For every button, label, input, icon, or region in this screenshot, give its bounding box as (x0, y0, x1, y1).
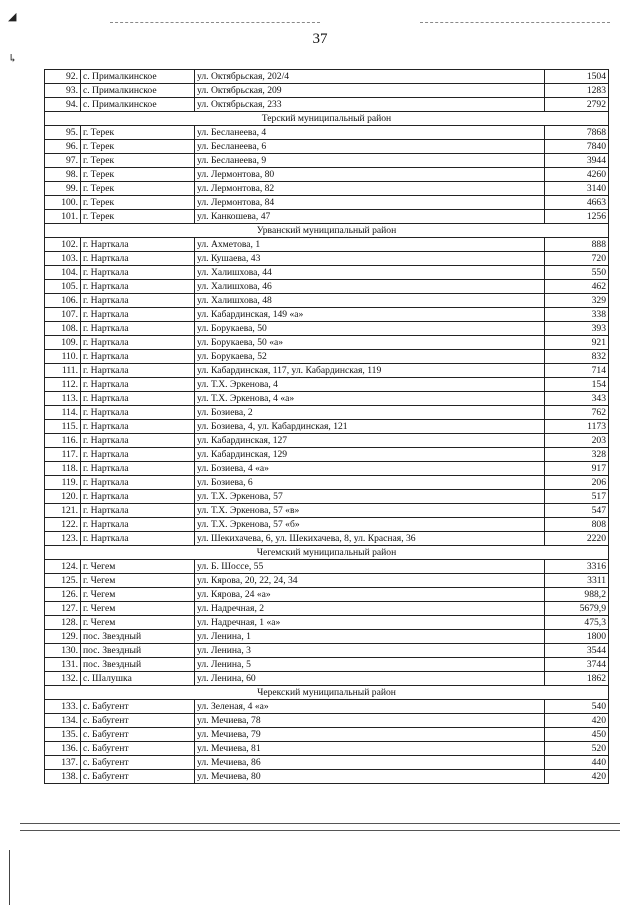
value-cell: 5679,9 (545, 602, 609, 616)
section-header-row (45, 112, 609, 126)
row-number: 121. (45, 504, 81, 518)
table-row (45, 392, 609, 406)
registry-table-body (45, 70, 609, 784)
address-cell: ул. Борукаева, 52 (195, 350, 545, 364)
row-number: 118. (45, 462, 81, 476)
settlement-cell: г. Чегем (81, 588, 195, 602)
row-number: 127. (45, 602, 81, 616)
value-cell: 1173 (545, 420, 609, 434)
settlement-cell: г. Нарткала (81, 448, 195, 462)
value-cell: 3311 (545, 574, 609, 588)
value-cell: 1256 (545, 210, 609, 224)
corner-mark-top: ◢ (8, 11, 17, 23)
address-cell: ул. Кабардинская, 149 «а» (195, 308, 545, 322)
settlement-cell: г. Нарткала (81, 490, 195, 504)
settlement-cell: г. Нарткала (81, 294, 195, 308)
table-row (45, 658, 609, 672)
row-number: 137. (45, 756, 81, 770)
settlement-cell: г. Терек (81, 126, 195, 140)
value-cell: 1504 (545, 70, 609, 84)
row-number: 110. (45, 350, 81, 364)
row-number: 125. (45, 574, 81, 588)
table-row (45, 742, 609, 756)
table-row (45, 574, 609, 588)
address-cell: ул. Октябрьская, 233 (195, 98, 545, 112)
address-cell: ул. Халишхова, 44 (195, 266, 545, 280)
table-row (45, 434, 609, 448)
table-row (45, 336, 609, 350)
address-cell: ул. Лермонтова, 80 (195, 168, 545, 182)
row-number: 103. (45, 252, 81, 266)
table-row (45, 588, 609, 602)
address-cell: ул. Б. Шоссе, 55 (195, 560, 545, 574)
section-title: Терский муниципальный район (45, 112, 609, 126)
address-cell: ул. Надречная, 1 «а» (195, 616, 545, 630)
value-cell: 3744 (545, 658, 609, 672)
settlement-cell: пос. Звездный (81, 658, 195, 672)
table-row (45, 350, 609, 364)
row-number: 102. (45, 238, 81, 252)
settlement-cell: г. Нарткала (81, 378, 195, 392)
address-cell: ул. Ленина, 60 (195, 672, 545, 686)
table-row (45, 476, 609, 490)
value-cell: 517 (545, 490, 609, 504)
value-cell: 2792 (545, 98, 609, 112)
value-cell: 4663 (545, 196, 609, 210)
row-number: 116. (45, 434, 81, 448)
settlement-cell: с. Прималкинское (81, 84, 195, 98)
value-cell: 154 (545, 378, 609, 392)
row-number: 119. (45, 476, 81, 490)
address-cell: ул. Мечиева, 80 (195, 770, 545, 784)
table-row (45, 462, 609, 476)
address-cell: ул. Кярова, 20, 22, 24, 34 (195, 574, 545, 588)
table-row (45, 756, 609, 770)
address-cell: ул. Т.Х. Эркенова, 4 (195, 378, 545, 392)
table-row (45, 322, 609, 336)
address-cell: ул. Канкошева, 47 (195, 210, 545, 224)
table-row (45, 728, 609, 742)
value-cell: 203 (545, 434, 609, 448)
value-cell: 420 (545, 714, 609, 728)
table-row (45, 364, 609, 378)
value-cell: 420 (545, 770, 609, 784)
table-row (45, 294, 609, 308)
value-cell: 328 (545, 448, 609, 462)
address-cell: ул. Т.Х. Эркенова, 4 «а» (195, 392, 545, 406)
row-number: 113. (45, 392, 81, 406)
value-cell: 1283 (545, 84, 609, 98)
table-row (45, 420, 609, 434)
table-row (45, 518, 609, 532)
row-number: 117. (45, 448, 81, 462)
table-row (45, 70, 609, 84)
row-number: 135. (45, 728, 81, 742)
row-number: 130. (45, 644, 81, 658)
row-number: 132. (45, 672, 81, 686)
row-number: 124. (45, 560, 81, 574)
address-cell: ул. Халишхова, 46 (195, 280, 545, 294)
settlement-cell: с. Бабугент (81, 756, 195, 770)
address-cell: ул. Борукаева, 50 (195, 322, 545, 336)
table-row (45, 308, 609, 322)
address-cell: ул. Бозиева, 6 (195, 476, 545, 490)
value-cell: 393 (545, 322, 609, 336)
settlement-cell: г. Нарткала (81, 336, 195, 350)
table-row (45, 378, 609, 392)
table-row (45, 490, 609, 504)
address-cell: ул. Т.Х. Эркенова, 57 (195, 490, 545, 504)
address-cell: ул. Кабардинская, 129 (195, 448, 545, 462)
table-row (45, 644, 609, 658)
row-number: 128. (45, 616, 81, 630)
table-row (45, 504, 609, 518)
table-row (45, 84, 609, 98)
table-row (45, 770, 609, 784)
address-cell: ул. Мечиева, 86 (195, 756, 545, 770)
value-cell: 808 (545, 518, 609, 532)
row-number: 92. (45, 70, 81, 84)
table-row (45, 98, 609, 112)
table-row (45, 252, 609, 266)
row-number: 136. (45, 742, 81, 756)
settlement-cell: г. Нарткала (81, 462, 195, 476)
value-cell: 520 (545, 742, 609, 756)
value-cell: 206 (545, 476, 609, 490)
table-row (45, 714, 609, 728)
section-header-row (45, 224, 609, 238)
address-cell: ул. Мечиева, 79 (195, 728, 545, 742)
address-cell: ул. Кабардинская, 117, ул. Кабардинская, 119 (195, 364, 545, 378)
table-row (45, 238, 609, 252)
settlement-cell: г. Нарткала (81, 406, 195, 420)
address-cell: ул. Кушаева, 43 (195, 252, 545, 266)
settlement-cell: г. Нарткала (81, 238, 195, 252)
value-cell: 917 (545, 462, 609, 476)
settlement-cell: с. Бабугент (81, 728, 195, 742)
address-cell: ул. Ахметова, 1 (195, 238, 545, 252)
address-cell: ул. Зеленая, 4 «а» (195, 700, 545, 714)
value-cell: 832 (545, 350, 609, 364)
settlement-cell: г. Терек (81, 196, 195, 210)
address-cell: ул. Халишхова, 48 (195, 294, 545, 308)
value-cell: 329 (545, 294, 609, 308)
row-number: 97. (45, 154, 81, 168)
settlement-cell: г. Нарткала (81, 434, 195, 448)
section-title: Чегемский муниципальный район (45, 546, 609, 560)
row-number: 131. (45, 658, 81, 672)
table-row (45, 154, 609, 168)
settlement-cell: г. Нарткала (81, 532, 195, 546)
address-cell: ул. Т.Х. Эркенова, 57 «в» (195, 504, 545, 518)
table-row (45, 126, 609, 140)
settlement-cell: г. Терек (81, 182, 195, 196)
value-cell: 550 (545, 266, 609, 280)
table-row (45, 140, 609, 154)
row-number: 108. (45, 322, 81, 336)
settlement-cell: г. Нарткала (81, 280, 195, 294)
address-cell: ул. Бозиева, 4 «а» (195, 462, 545, 476)
settlement-cell: пос. Звездный (81, 644, 195, 658)
address-cell: ул. Лермонтова, 84 (195, 196, 545, 210)
row-number: 99. (45, 182, 81, 196)
settlement-cell: с. Бабугент (81, 742, 195, 756)
value-cell: 714 (545, 364, 609, 378)
table-row (45, 616, 609, 630)
row-number: 107. (45, 308, 81, 322)
value-cell: 2220 (545, 532, 609, 546)
value-cell: 988,2 (545, 588, 609, 602)
address-cell: ул. Октябрьская, 202/4 (195, 70, 545, 84)
address-cell: ул. Борукаева, 50 «а» (195, 336, 545, 350)
address-cell: ул. Шекихачева, 6, ул. Шекихачева, 8, ул. Красная, 36 (195, 532, 545, 546)
address-cell: ул. Кабардинская, 127 (195, 434, 545, 448)
table-row (45, 700, 609, 714)
settlement-cell: г. Нарткала (81, 266, 195, 280)
address-cell: ул. Т.Х. Эркенова, 57 «б» (195, 518, 545, 532)
address-cell: ул. Лермонтова, 82 (195, 182, 545, 196)
settlement-cell: г. Нарткала (81, 504, 195, 518)
value-cell: 921 (545, 336, 609, 350)
row-number: 104. (45, 266, 81, 280)
settlement-cell: г. Нарткала (81, 392, 195, 406)
row-number: 134. (45, 714, 81, 728)
address-cell: ул. Мечиева, 78 (195, 714, 545, 728)
row-number: 96. (45, 140, 81, 154)
row-number: 109. (45, 336, 81, 350)
address-cell: ул. Бесланеева, 4 (195, 126, 545, 140)
row-number: 101. (45, 210, 81, 224)
settlement-cell: с. Бабугент (81, 700, 195, 714)
value-cell: 888 (545, 238, 609, 252)
settlement-cell: с. Бабугент (81, 770, 195, 784)
row-number: 100. (45, 196, 81, 210)
registry-table (44, 69, 609, 784)
address-cell: ул. Бесланеева, 6 (195, 140, 545, 154)
settlement-cell: с. Прималкинское (81, 70, 195, 84)
table-row (45, 280, 609, 294)
settlement-cell: г. Чегем (81, 574, 195, 588)
table-row (45, 532, 609, 546)
bottom-scan-line (20, 823, 620, 824)
row-number: 111. (45, 364, 81, 378)
value-cell: 7840 (545, 140, 609, 154)
address-cell: ул. Бозиева, 4, ул. Кабардинская, 121 (195, 420, 545, 434)
settlement-cell: г. Нарткала (81, 364, 195, 378)
settlement-cell: г. Нарткала (81, 476, 195, 490)
page-number: 37 (312, 31, 328, 47)
value-cell: 540 (545, 700, 609, 714)
settlement-cell: г. Нарткала (81, 308, 195, 322)
row-number: 98. (45, 168, 81, 182)
address-cell: ул. Мечиева, 81 (195, 742, 545, 756)
value-cell: 547 (545, 504, 609, 518)
settlement-cell: г. Терек (81, 210, 195, 224)
settlement-cell: с. Прималкинское (81, 98, 195, 112)
settlement-cell: г. Нарткала (81, 322, 195, 336)
section-header-row (45, 546, 609, 560)
settlement-cell: пос. Звездный (81, 630, 195, 644)
row-number: 115. (45, 420, 81, 434)
row-number: 114. (45, 406, 81, 420)
settlement-cell: г. Нарткала (81, 420, 195, 434)
corner-mark-left: ↳ (8, 53, 18, 65)
row-number: 106. (45, 294, 81, 308)
top-scan-line (110, 22, 320, 23)
value-cell: 450 (545, 728, 609, 742)
row-number: 129. (45, 630, 81, 644)
table-row (45, 196, 609, 210)
value-cell: 720 (545, 252, 609, 266)
table-row (45, 168, 609, 182)
settlement-cell: г. Нарткала (81, 518, 195, 532)
value-cell: 4260 (545, 168, 609, 182)
table-row (45, 672, 609, 686)
bottom-scan-line-2 (20, 830, 620, 831)
value-cell: 440 (545, 756, 609, 770)
table-row (45, 602, 609, 616)
settlement-cell: г. Чегем (81, 602, 195, 616)
address-cell: ул. Октябрьская, 209 (195, 84, 545, 98)
top-scan-line-right (420, 22, 610, 23)
row-number: 112. (45, 378, 81, 392)
value-cell: 338 (545, 308, 609, 322)
table-row (45, 448, 609, 462)
section-header-row (45, 686, 609, 700)
value-cell: 762 (545, 406, 609, 420)
table-row (45, 406, 609, 420)
settlement-cell: с. Бабугент (81, 714, 195, 728)
section-title: Урванский муниципальный район (45, 224, 609, 238)
settlement-cell: г. Нарткала (81, 350, 195, 364)
row-number: 120. (45, 490, 81, 504)
row-number: 95. (45, 126, 81, 140)
table-row (45, 630, 609, 644)
settlement-cell: г. Терек (81, 168, 195, 182)
value-cell: 3944 (545, 154, 609, 168)
row-number: 126. (45, 588, 81, 602)
row-number: 93. (45, 84, 81, 98)
table-row (45, 266, 609, 280)
settlement-cell: г. Нарткала (81, 252, 195, 266)
address-cell: ул. Кярова, 24 «а» (195, 588, 545, 602)
value-cell: 3544 (545, 644, 609, 658)
value-cell: 475,3 (545, 616, 609, 630)
value-cell: 3316 (545, 560, 609, 574)
left-edge-line (9, 850, 10, 905)
value-cell: 3140 (545, 182, 609, 196)
table-row (45, 182, 609, 196)
value-cell: 343 (545, 392, 609, 406)
value-cell: 1800 (545, 630, 609, 644)
row-number: 105. (45, 280, 81, 294)
row-number: 123. (45, 532, 81, 546)
row-number: 138. (45, 770, 81, 784)
value-cell: 7868 (545, 126, 609, 140)
table-row (45, 560, 609, 574)
settlement-cell: г. Чегем (81, 560, 195, 574)
section-title: Черекский муниципальный район (45, 686, 609, 700)
row-number: 133. (45, 700, 81, 714)
address-cell: ул. Бесланеева, 9 (195, 154, 545, 168)
address-cell: ул. Ленина, 3 (195, 644, 545, 658)
address-cell: ул. Надречная, 2 (195, 602, 545, 616)
address-cell: ул. Бозиева, 2 (195, 406, 545, 420)
settlement-cell: г. Терек (81, 140, 195, 154)
settlement-cell: г. Терек (81, 154, 195, 168)
row-number: 94. (45, 98, 81, 112)
value-cell: 462 (545, 280, 609, 294)
address-cell: ул. Ленина, 5 (195, 658, 545, 672)
settlement-cell: с. Шалушка (81, 672, 195, 686)
row-number: 122. (45, 518, 81, 532)
address-cell: ул. Ленина, 1 (195, 630, 545, 644)
value-cell: 1862 (545, 672, 609, 686)
settlement-cell: г. Чегем (81, 616, 195, 630)
table-row (45, 210, 609, 224)
